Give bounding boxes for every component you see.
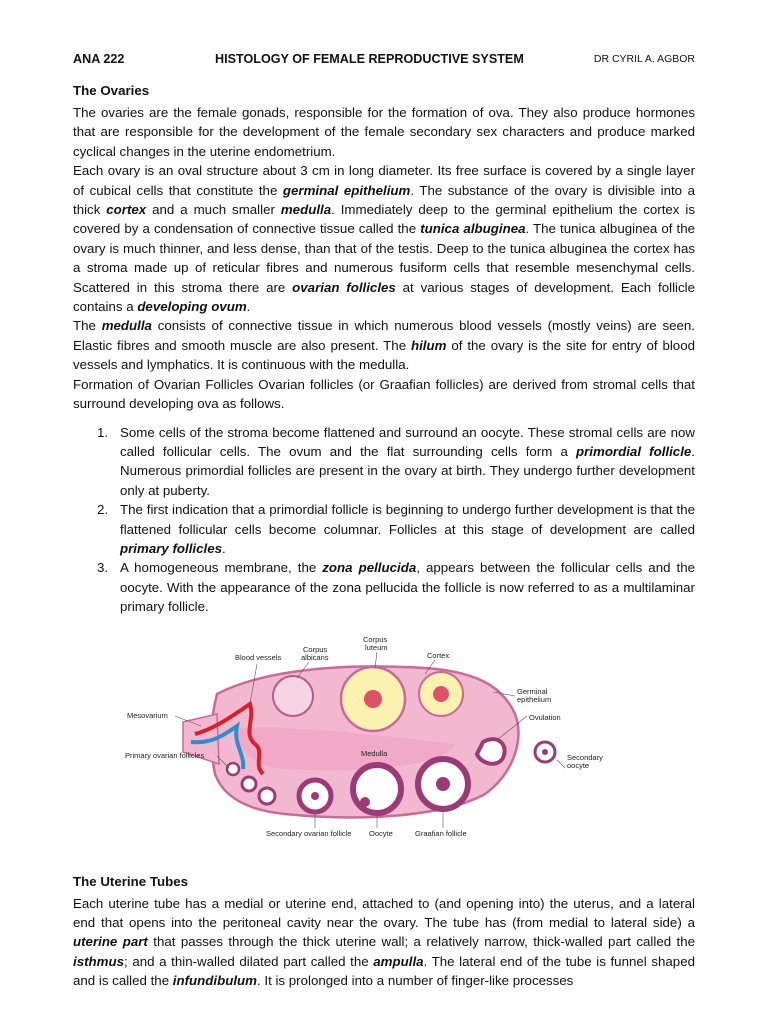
label-blood-vessels: Blood vessels xyxy=(235,652,282,662)
list-item: 1. Some cells of the stroma become flattened and surround an oocyte. These stromal cells are now called follicular cells. The ovum and the flat surrounding cells form a primordial follicle. Numerous primordial follicles are present in the ovary at birth. They undergo further development only at puberty. xyxy=(97,424,695,498)
ovaries-section xyxy=(73,81,695,617)
ovaries-paragraph-4: Formation of Ovarian Follicles Ovarian follicles (or Graafian follicles) are derived from stromal cells that surround developing ova as follows. xyxy=(73,376,695,412)
course-code: ANA 222 xyxy=(73,52,125,66)
primary-follicle xyxy=(259,788,275,804)
follicle-formation-list xyxy=(73,423,695,617)
label-primary-follicles: Primary ovarian follicles xyxy=(125,750,205,760)
label-mesovarium: Mesovarium xyxy=(127,710,168,720)
term-medulla-2: medulla xyxy=(101,318,152,334)
primary-follicle xyxy=(227,763,239,775)
author-name: DR CYRIL A. AGBOR xyxy=(593,53,695,65)
label-corpus-luteum: Corpus xyxy=(363,634,388,644)
ovaries-paragraph-2: Each ovary is an oval structure about 3 cm in long diameter. Its free surface is covered by a single layer of cubical cells that constitute the germinal epithelium. The substance of the ovary is divisible into a thick cortex and a much smaller medulla. Immediately deep to the germinal epithelium the cortex is covered by a condensation of connective tissue called the tunica albuginea. The tunica albuginea of the ovary is much thinner, and less dense, than that of the testis. Deep to the tunica albuginea the cortex has a stroma made up of reticular fibres and numerous fusiform cells that resemble mesenchymal cells. Scattered in this stroma there are ovarian follicles at various stages of development. Each follicle contains a developing ovum. xyxy=(73,163,695,315)
label-oocyte: Oocyte xyxy=(369,828,393,838)
term-tunica-albuginea: tunica albuginea xyxy=(420,221,526,237)
uterine-tubes-section xyxy=(73,872,695,991)
list-item: 2. The first indication that a primordial follicle is beginning to undergo further development is that the flattened follicular cells become columnar. Follicles at this stage of development are called primary follicles. xyxy=(97,502,695,556)
label-cortex: Cortex xyxy=(427,650,450,660)
document-title: HISTOLOGY OF FEMALE REPRODUCTIVE SYSTEM xyxy=(215,52,524,66)
ovaries-paragraph-3: The medulla consists of connective tissue in which numerous blood vessels (mostly veins) are seen. Elastic fibres and smooth muscle are also present. The hilum of the ovary is the site for entry of blood vessels and lymphatics. It is continuous with the medulla. xyxy=(73,318,696,373)
label-graafian-follicle: Graafian follicle xyxy=(415,828,467,838)
label-medulla: Medulla xyxy=(361,748,388,758)
ovary-illustration xyxy=(125,634,625,844)
label-secondary-oocyte-2: oocyte xyxy=(567,760,590,770)
label-secondary-ovarian-follicle: Secondary ovarian follicle xyxy=(266,828,352,838)
term-infundibulum: infundibulum xyxy=(172,973,257,989)
uterine-tubes-heading: The Uterine Tubes xyxy=(73,873,189,889)
ovary-diagram xyxy=(73,634,695,864)
document-page xyxy=(73,52,695,991)
term-cortex: cortex xyxy=(106,202,147,218)
label-corpus-luteum-2: luteum xyxy=(365,642,388,652)
primary-follicle xyxy=(242,777,256,791)
ovulation-site xyxy=(477,739,505,764)
page-header xyxy=(73,52,695,70)
uterine-tubes-paragraph: Each uterine tube has a medial or uterine end, attached to (and opening into) the uterus, and a lateral end that opens into the peritoneal cavity near the ovary. The tube has (from medial to lateral side) a uterine part that passes through the thick uterine wall; a relatively narrow, thick-walled part called the isthmus; and a thin-walled dilated part called the ampulla. The lateral end of the tube is funnel shaped and is called the infundibulum. It is prolonged into a number of finger-like processes xyxy=(73,895,695,989)
term-zona-pellucida: zona pellucida xyxy=(322,560,417,576)
term-hilum: hilum xyxy=(410,337,447,353)
label-ovulation: Ovulation xyxy=(529,712,561,722)
term-primordial-follicle: primordial follicle xyxy=(576,443,692,459)
label-corpus-albicans-2: albicans xyxy=(301,652,329,662)
term-primary-follicles: primary follicles xyxy=(120,540,222,556)
label-germinal-epithelium-2: epithelium xyxy=(517,694,552,704)
list-item: 3. A homogeneous membrane, the zona pellucida, appears between the follicular cells and the oocyte. With the appearance of the zona pellucida the follicle is now referred to as a multilaminar primary follicle. xyxy=(97,560,696,615)
label-corpus-albicans: Corpus xyxy=(303,644,328,654)
ovaries-heading: The Ovaries xyxy=(73,83,150,98)
term-uterine-part: uterine part xyxy=(73,934,148,950)
term-ovarian-follicles: ovarian follicles xyxy=(292,279,396,295)
ovaries-paragraph-1: The ovaries are the female gonads, responsible for the formation of ova. They also produce hormones that are responsible for the development of the female secondary sex characters and produce marked cyclical changes in the uterine endometrium. xyxy=(73,105,695,159)
antral-follicle xyxy=(353,765,401,813)
term-ampulla: ampulla xyxy=(373,953,424,969)
term-isthmus: isthmus xyxy=(73,953,124,969)
term-developing-ovum: developing ovum xyxy=(137,299,247,315)
label-germinal-epithelium: Germinal xyxy=(517,686,548,696)
label-secondary-oocyte: Secondary xyxy=(567,752,603,762)
term-germinal-epithelium: germinal epithelium xyxy=(282,182,411,198)
corpus-albicans xyxy=(273,676,313,716)
term-medulla: medulla xyxy=(280,202,332,218)
